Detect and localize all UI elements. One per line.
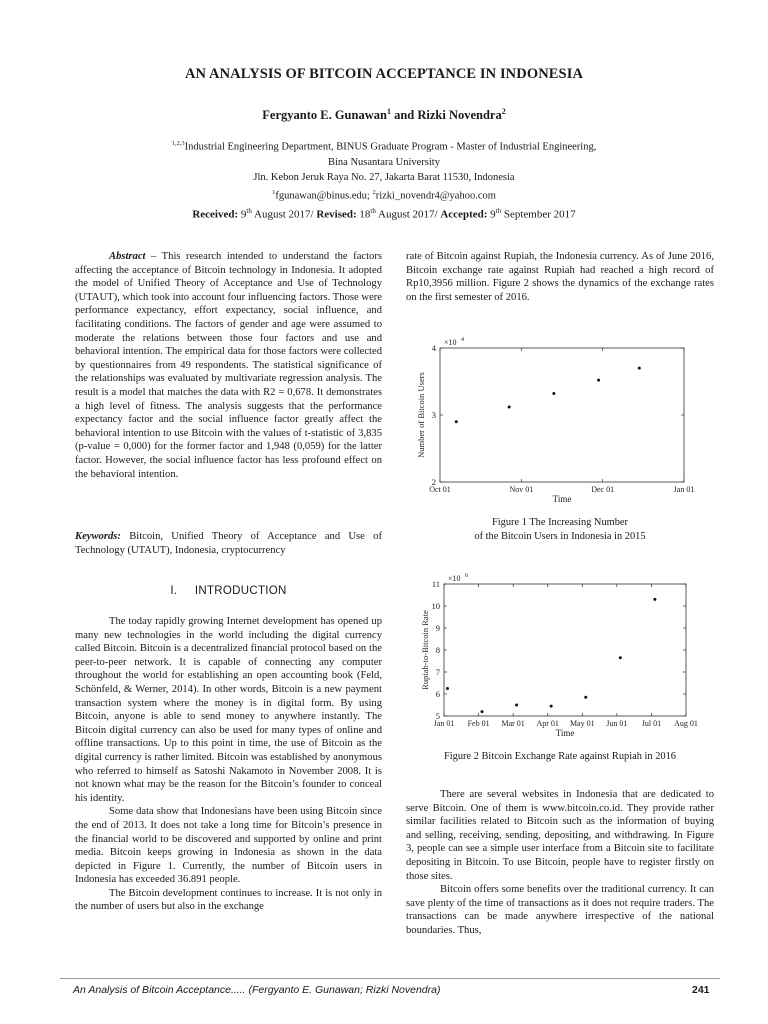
section-title: INTRODUCTION [194, 585, 287, 597]
fig2-x-tick-label: Jul 01 [641, 719, 662, 728]
keywords-text: Bitcoin, Unified Theory of Acceptance and Use of Technology (UTAUT), Indonesia, cryptocurrency [75, 531, 382, 556]
submission-dates [0, 207, 768, 221]
affil-line-2: Bina Nusantara University [328, 156, 440, 168]
fig2-data-point [653, 598, 656, 601]
right-paragraph-2: There are several websites in Indonesia that are dedicated to serve Bitcoin. One of them is www.bitcoin.co.id. They provide rather similar facilities related to Bitcoin such as the information of buying and selling, receiving, sending, depositing, and withdrawing. In Figure 3, people can see a simple user interface from a Bitcoin site to facilitate depositing in Bitcoin. To use Bitcoin, people have to register firstly on those sites. [406, 789, 714, 882]
fig1-data-point [597, 379, 600, 382]
figure-1-chart [406, 336, 706, 506]
keywords-label: Keywords: [75, 531, 121, 542]
fig1-y-multiplier-exp: 4 [461, 337, 464, 343]
fig2-y-tick-label: 10 [431, 601, 440, 611]
fig2-plot-frame [444, 584, 686, 716]
fig2-x-tick-label: Apr 01 [536, 719, 559, 728]
right-paragraph-1: rate of Bitcoin against Rupiah, the Indonesia currency. As of June 2016, Bitcoin exchange rate against Rupiah had reached a high record of Rp10,3956 million. Figure 2 shows the dynamics of the exchange rates on the first semester of 2016. [406, 251, 714, 303]
section-number: I. [170, 585, 178, 597]
page-number: 241 [692, 984, 710, 996]
right-paragraph-3: Bitcoin offers some benefits over the traditional currency. It can save plenty of the time of transactions as it does not require traders. The transactions can be made anywhere irrespective of the national boundaries. Thus, [406, 884, 714, 936]
affiliation [0, 136, 768, 203]
fig2-x-tick-label: Mar 01 [501, 719, 525, 728]
fig1-x-axis-label: Time [552, 494, 572, 504]
fig2-y-tick-label: 5 [435, 711, 440, 721]
paper-title: AN ANALYSIS OF BITCOIN ACCEPTANCE IN INDONESIA [184, 66, 584, 82]
intro-paragraph-1: The today rapidly growing Internet development has opened up many new technologies in the world including the digital currency called Bitcoin. Bitcoin is a decentralized financial protocol based on the peer-to-peer network. It is capable of connecting any computer throughout the world for establishing an open accounting book (Feld, Schönfeld, & Werner, 2014). In other words, Bitcoin is a new payment transaction system where the money is in digital form. By using Bitcoin, anyone is able to send money to anywhere instantly. The Bitcoin digital currency can also be used for many types of online and offline transactions. Up to this point in time, the use of Bitcoin as the digital currency is rather limited. Bitcoin was established by anonymous who referred to himself as Satoshi Nakamoto in November 2008. It is not known what may be the reason for the Bitcoin’s founder to conceal his identity. [75, 616, 382, 804]
revised-rest: August 2017/ [375, 208, 441, 221]
fig2-x-tick-label: Jun 01 [606, 719, 628, 728]
fig2-x-tick-label: Feb 01 [467, 719, 490, 728]
received-label: Received: [192, 208, 239, 221]
author-1-sup: 1 [386, 107, 391, 116]
fig2-x-tick-label: Jan 01 [433, 719, 455, 728]
affil-line-3: Jln. Kebon Jeruk Raya No. 27, Jakarta Barat 11530, Indonesia [253, 171, 515, 183]
fig1-y-axis-label: Number of Bitcoin Users [416, 372, 426, 458]
accepted-rest: September 2017 [501, 208, 576, 221]
intro-right-top [406, 250, 714, 304]
fig2-data-point [584, 696, 587, 699]
fig1-y-tick-label: 2 [431, 477, 436, 487]
fig2-y-multiplier: ×10 [448, 574, 461, 583]
accepted-sup: th [495, 207, 502, 215]
fig2-data-point [481, 710, 484, 713]
fig2-x-axis-label: Time [555, 728, 575, 738]
fig1-y-multiplier: ×10 [444, 338, 457, 347]
email-line [0, 185, 768, 204]
accepted-label: Accepted: [440, 208, 488, 221]
author-line [0, 107, 768, 123]
figure-1-caption-line-2: of the Bitcoin Users in Indonesia in 2015 [474, 530, 646, 542]
footer-citation: An Analysis of Bitcoin Acceptance..... (Fergyanto E. Gunawan; Rizki Novendra) [73, 984, 441, 996]
fig2-x-tick-label: May 01 [569, 719, 595, 728]
fig1-x-tick-label: Oct 01 [429, 485, 451, 494]
fig2-data-point [446, 687, 449, 690]
revised-label: Revised: [316, 208, 357, 221]
fig2-y-tick-label: 8 [435, 645, 440, 655]
email-2-sup: 2 [372, 188, 376, 196]
accepted-day: 9 [487, 208, 496, 221]
fig1-x-tick-label: Dec 01 [591, 485, 615, 494]
figure-2-caption: Figure 2 Bitcoin Exchange Rate against Rupiah in 2016 [443, 751, 676, 762]
intro-right-bottom [406, 788, 714, 938]
email-2[interactable]: rizki_novendr4@yahoo.com [375, 190, 496, 201]
abstract-text: – This research intended to understand the factors affecting the acceptance of Bitcoin technology in Indonesia. It adopted the model of Unified Theory of Acceptance and Use of Technology (UTAUT), which took into account four influencing factors. Those were performance expectancy, effort expectancy, social influence, and facilitating conditions. The factors of gender and age were assumed to moderate the relations between those four factors and use and behavioral intention. The empirical data for those factors were collected by questionnaires from 49 respondents. The statistical significance of the relationships was evaluated by multivariate regression analysis. The result is a model that matches the data with R2 = 0,678. It demonstrates a high level of fitness. The analysis suggests that the performance expectancy factor and the social influence factor greatly affect the behavioral intention to use Bitcoin with the values of t-statistic of 3,835 (p-value = 0,000) for the former factor and 1,948 (0,059) for the latter factor. However, the social influence factor has less profound effect on the behavioral intention. [75, 251, 382, 480]
received-sup: th [246, 207, 252, 215]
received-rest: August 2017/ [251, 208, 317, 221]
section-heading [75, 585, 382, 597]
footer-divider [60, 978, 720, 979]
fig1-plot-frame [440, 348, 684, 482]
fig2-y-tick-label: 11 [431, 579, 440, 589]
fig2-y-multiplier-exp: 6 [465, 573, 468, 579]
fig1-x-tick-label: Jan 01 [673, 485, 695, 494]
received-day: 9 [238, 208, 247, 221]
author-1: Fergyanto E. Gunawan [262, 108, 387, 123]
fig1-y-tick-label: 3 [431, 410, 436, 420]
figure-1-caption [406, 516, 714, 543]
affil-sup: 1,2,3 [171, 140, 185, 147]
intro-left [75, 615, 382, 914]
fig2-y-axis-label: Rupiah-to-Bitcoin Rate [420, 610, 430, 690]
abstract-label: Abstract [109, 251, 146, 262]
revised-sup: th [370, 207, 376, 215]
affil-line-1: Industrial Engineering Department, BINUS Graduate Program - Master of Industrial Engineering, [184, 141, 597, 153]
figure-1-caption-line-1: Figure 1 The Increasing Number [491, 517, 628, 528]
email-1[interactable]: fgunawan@binus.edu; [275, 190, 373, 201]
fig2-data-point [515, 704, 518, 707]
fig2-data-point [550, 705, 553, 708]
fig1-data-point [508, 405, 511, 408]
keywords-block [75, 530, 382, 557]
intro-paragraph-3: The Bitcoin development continues to increase. It is not only in the number of users but also in the exchange [75, 887, 382, 913]
abstract-block [75, 250, 382, 481]
fig1-data-point [455, 420, 458, 423]
fig2-y-tick-label: 7 [435, 667, 440, 677]
figure-2-chart [406, 572, 706, 740]
fig2-x-tick-label: Aug 01 [674, 719, 698, 728]
fig1-data-point [638, 367, 641, 370]
fig1-x-tick-label: Nov 01 [509, 485, 534, 494]
revised-day: 18 [356, 208, 371, 221]
fig1-data-point [552, 392, 555, 395]
author-2-sup: 2 [501, 107, 506, 116]
fig2-y-tick-label: 6 [435, 689, 440, 699]
fig2-y-tick-label: 9 [435, 623, 440, 633]
intro-paragraph-2: Some data show that Indonesians have been using Bitcoin since the end of 2013. It does not take a long time for Bitcoin’s presence in the financial world to be discovered and supported by online and print media. Bitcoin keeps growing in Indonesia as shown in the data depicted in Figure 1. Currently, the number of Bitcoin users in Indonesia has exceeded 36.891 people. [75, 806, 382, 886]
fig1-y-tick-label: 4 [431, 343, 436, 353]
email-1-sup: 1 [272, 188, 276, 196]
author-2: and Rizki Novendra [390, 108, 502, 123]
fig2-data-point [619, 656, 622, 659]
